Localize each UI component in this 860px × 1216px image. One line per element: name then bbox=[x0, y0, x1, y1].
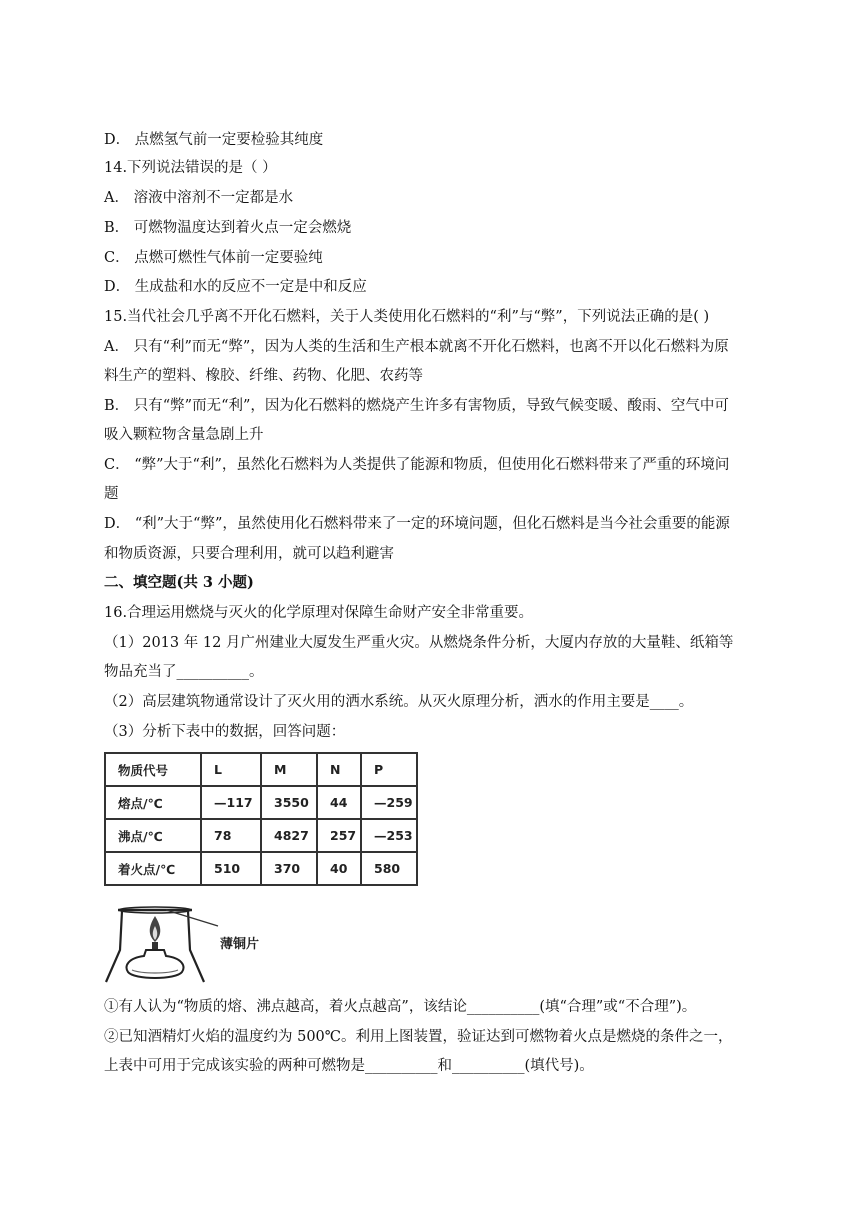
tripod-leg-left bbox=[106, 911, 122, 982]
q15-option-c-cont: 题 bbox=[104, 486, 119, 502]
table-cell: 3550 bbox=[261, 786, 317, 819]
table-cell: —117 bbox=[201, 786, 261, 819]
q15-option-b: B． 只有“弊”而无“利”，因为化石燃料的燃烧产生许多有害物质，导致气候变暖、酸雨、空气中可 bbox=[104, 398, 729, 414]
table-cell: 40 bbox=[317, 852, 361, 885]
table-row bbox=[105, 819, 417, 852]
table-cell: 580 bbox=[361, 852, 417, 885]
table-header-cell: M bbox=[261, 753, 317, 786]
q16-sub2-cont: 上表中可用于完成该实验的两种可燃物是__________和__________(填代号)。 bbox=[104, 1058, 594, 1074]
table-cell: 78 bbox=[201, 819, 261, 852]
q16-sub2: ②已知酒精灯火焰的温度约为 500℃。利用上图装置，验证达到可燃物着火点是燃烧的条件之一， bbox=[104, 1029, 733, 1045]
q15-option-d: D． “利”大于“弊”，虽然使用化石燃料带来了一定的环境问题，但化石燃料是当今社会重要的能源 bbox=[104, 516, 730, 532]
table-header-row bbox=[105, 753, 417, 786]
table-cell: 257 bbox=[317, 819, 361, 852]
q14-option-c: C． 点燃可燃性气体前一定要验纯 bbox=[104, 250, 323, 266]
q15-option-d-cont: 和物质资源，只要合理利用，就可以趋利避害 bbox=[104, 546, 394, 562]
table-header-cell: P bbox=[361, 753, 417, 786]
q16-stem: 16.合理运用燃烧与灭火的化学原理对保障生命财产安全非常重要。 bbox=[104, 605, 534, 621]
table-cell: 熔点/℃ bbox=[105, 786, 201, 819]
table-header-cell: N bbox=[317, 753, 361, 786]
q15-option-c: C． “弊”大于“利”，虽然化石燃料为人类提供了能源和物质，但使用化石燃料带来了严重的环境问 bbox=[104, 457, 730, 473]
table-cell: 着火点/℃ bbox=[105, 852, 201, 885]
table-cell: —253 bbox=[361, 819, 417, 852]
q15-option-a-cont: 料生产的塑料、橡胶、纤维、药物、化肥、农药等 bbox=[104, 368, 423, 384]
table-cell: 510 bbox=[201, 852, 261, 885]
q16-part3: （3）分析下表中的数据，回答问题： bbox=[104, 724, 346, 740]
table-cell: 370 bbox=[261, 852, 317, 885]
data-table bbox=[104, 752, 418, 886]
q15-option-b-cont: 吸入颗粒物含量急剧上升 bbox=[104, 427, 264, 443]
q15-stem: 15.当代社会几乎离不开化石燃料，关于人类使用化石燃料的“利”与“弊”，下列说法正确的是( ) bbox=[104, 309, 710, 325]
table-cell: —259 bbox=[361, 786, 417, 819]
table-header-cell: 物质代号 bbox=[105, 753, 201, 786]
section-heading: 二、填空题(共 3 小题) bbox=[104, 574, 254, 591]
table-row bbox=[105, 852, 417, 885]
q14-option-b: B． 可燃物温度达到着火点一定会燃烧 bbox=[104, 220, 352, 236]
q16-sub1: ①有人认为“物质的熔、沸点越高，着火点越高”，该结论__________(填“合理”或“不合理”)。 bbox=[104, 999, 697, 1015]
table-row bbox=[105, 786, 417, 819]
q14-stem: 14.下列说法错误的是（ ） bbox=[104, 160, 277, 176]
q14-option-a: A． 溶液中溶剂不一定都是水 bbox=[104, 190, 294, 206]
table-cell: 44 bbox=[317, 786, 361, 819]
alcohol-lamp-icon bbox=[127, 950, 184, 978]
copper-plate-label: 薄铜片 bbox=[220, 937, 260, 952]
alcohol-lamp-apparatus-figure bbox=[100, 900, 290, 988]
table-cell: 4827 bbox=[261, 819, 317, 852]
q16-part1-cont: 物品充当了__________。 bbox=[104, 664, 264, 680]
q13-option-d: D． 点燃氢气前一定要检验其纯度 bbox=[104, 132, 324, 148]
q16-part1: （1）2013 年 12 月广州建业大厦发生严重火灾。从燃烧条件分析，大厦内存放的大量鞋、纸箱等 bbox=[104, 635, 734, 651]
q15-option-a: A． 只有“利”而无“弊”，因为人类的生活和生产根本就离不开化石燃料，也离不开以化石燃料为原 bbox=[104, 339, 729, 355]
pointer-line bbox=[166, 910, 218, 926]
q16-part2: （2）高层建筑物通常设计了灭火用的洒水系统。从灭火原理分析，洒水的作用主要是____。 bbox=[104, 694, 694, 710]
table-header-cell: L bbox=[201, 753, 261, 786]
q14-option-d: D． 生成盐和水的反应不一定是中和反应 bbox=[104, 279, 367, 295]
table-cell: 沸点/℃ bbox=[105, 819, 201, 852]
